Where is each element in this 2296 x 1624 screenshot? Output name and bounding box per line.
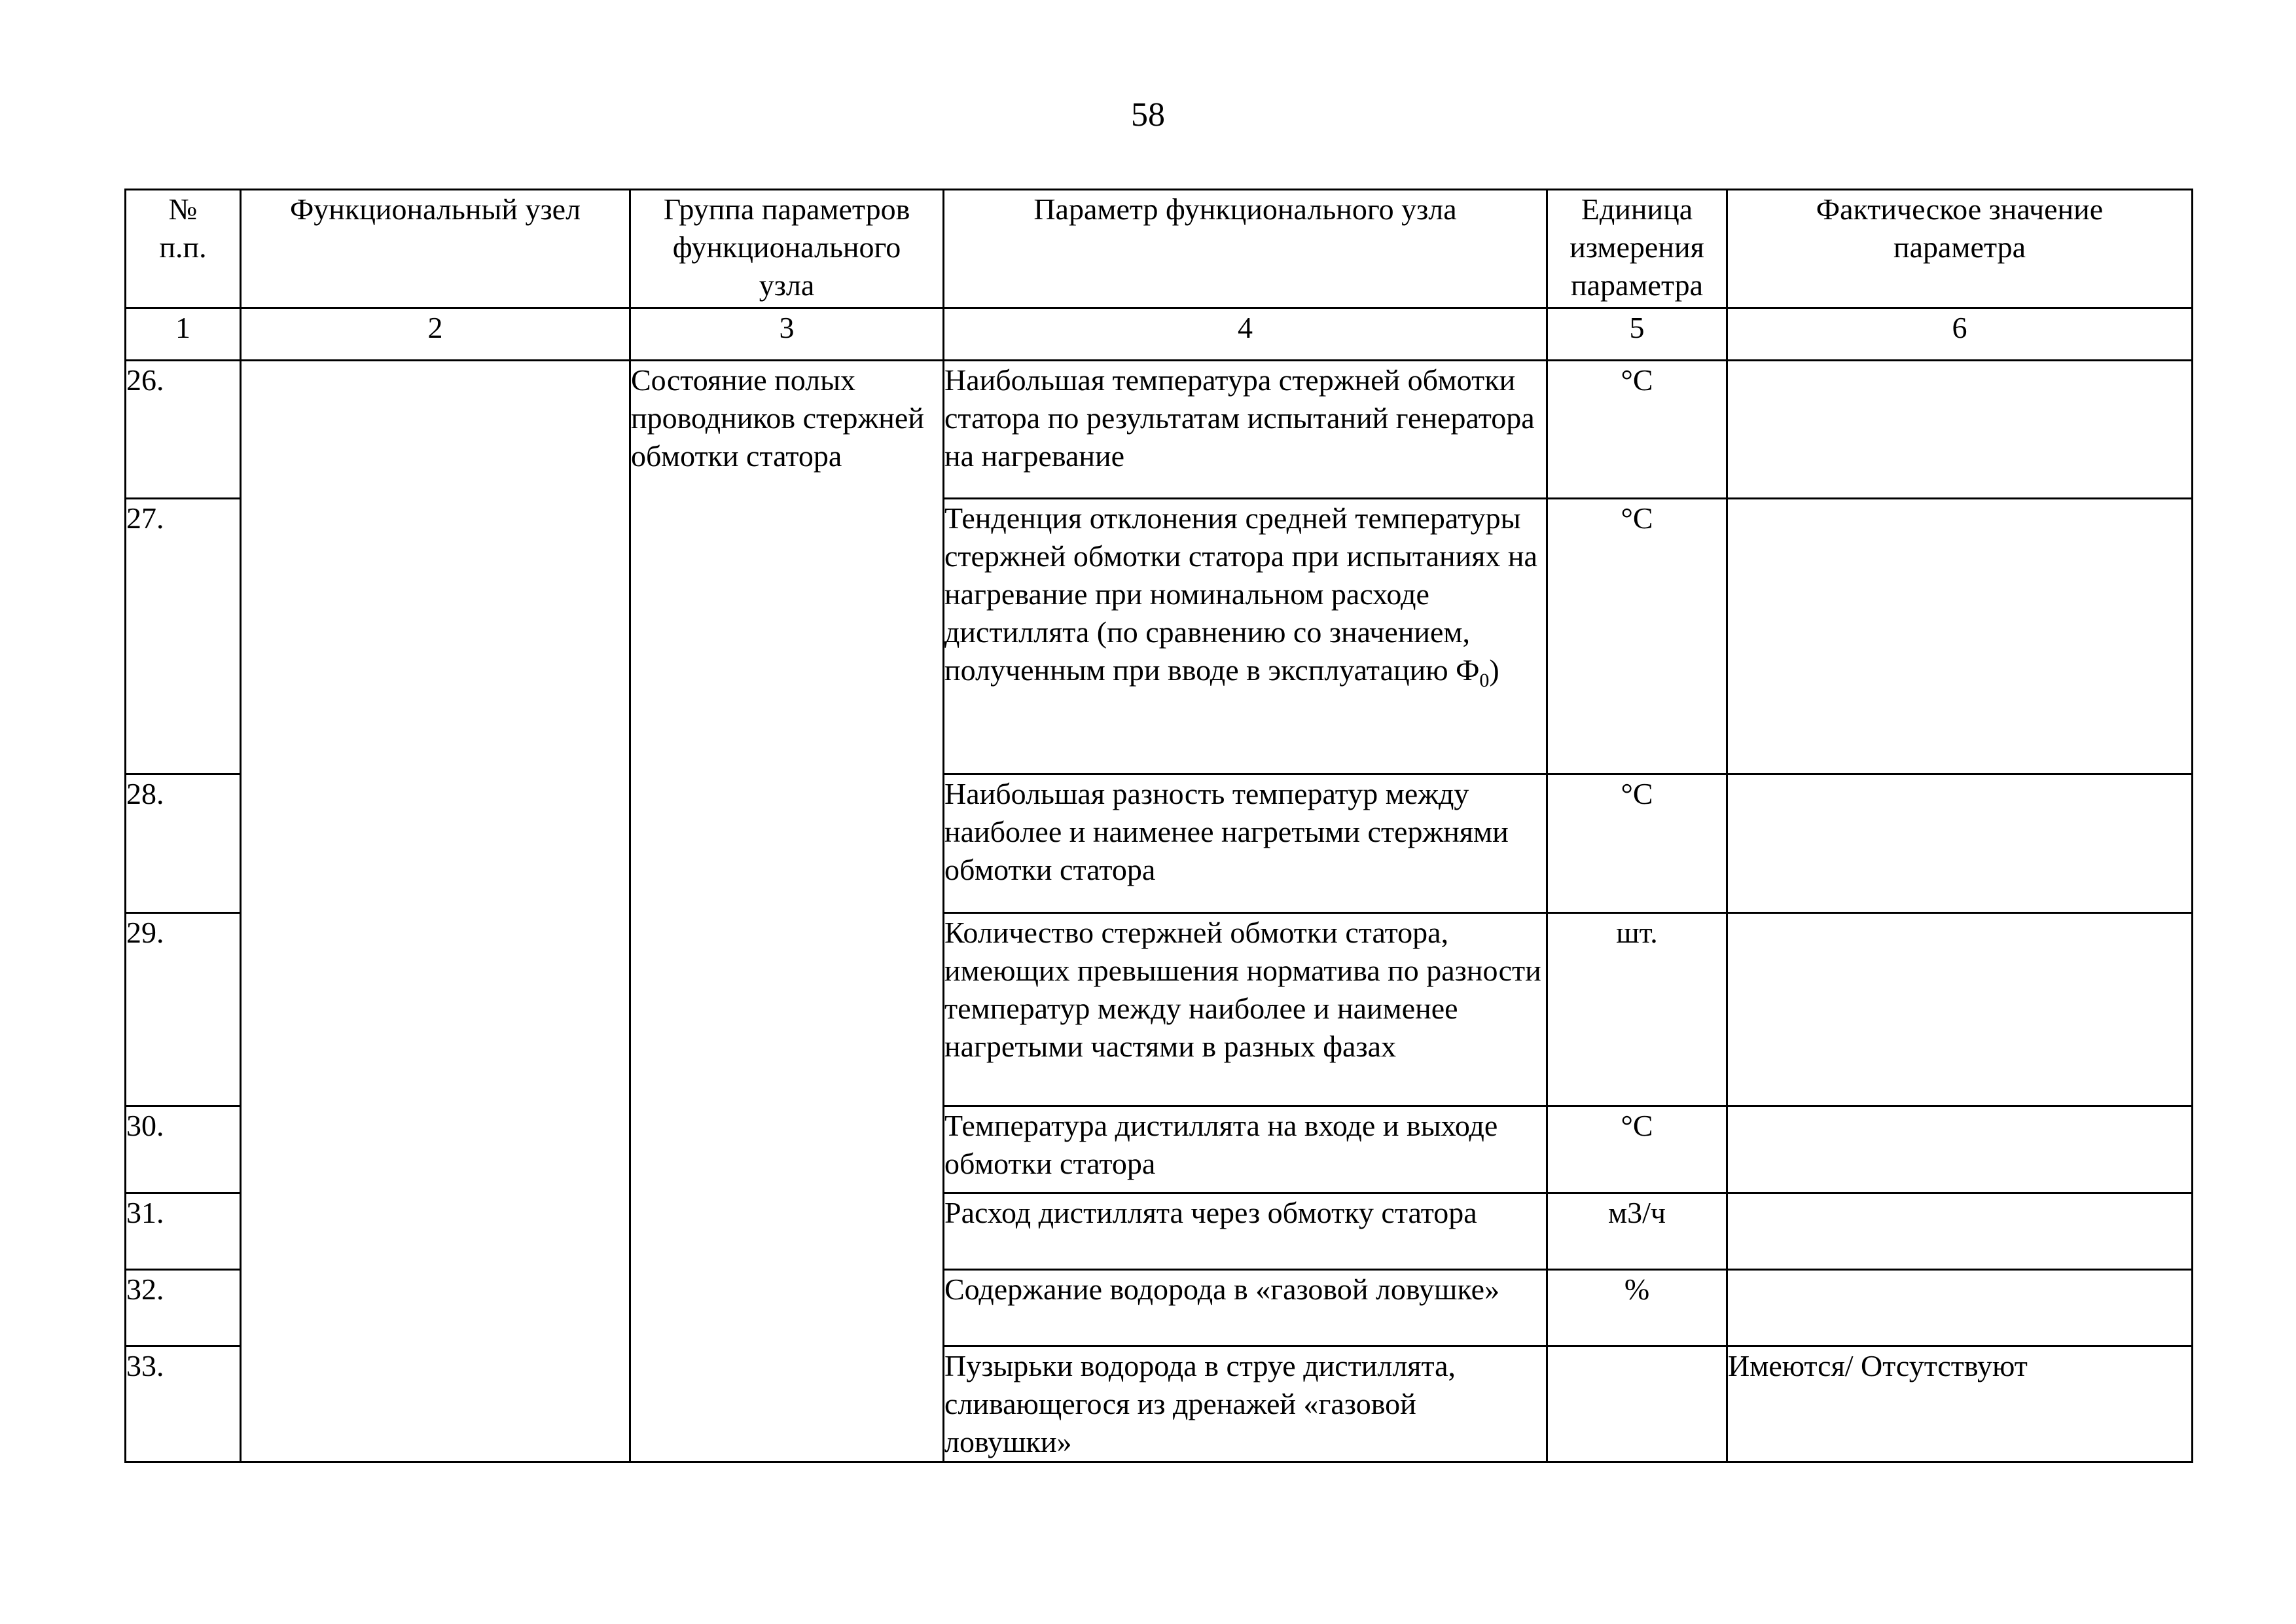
unit-cell (1547, 1346, 1727, 1462)
value-cell (1727, 913, 2193, 1106)
row-index: 26. (126, 361, 241, 499)
column-number: 3 (630, 308, 944, 361)
column-number-row (126, 308, 2193, 361)
header-parameter-group: Группа параметров функционального узла (630, 190, 944, 308)
value-cell (1727, 499, 2193, 774)
parameter-cell: Температура дистиллята на входе и выходе обмотки статора (944, 1106, 1547, 1193)
parameter-cell (944, 499, 1547, 774)
unit-cell: °С (1547, 499, 1727, 774)
row-index: 31. (126, 1193, 241, 1270)
row-index: 33. (126, 1346, 241, 1462)
parameter-cell: Пузырьки водорода в струе дистиллята, сливающегося из дренажей «газовой ловушки» (944, 1346, 1547, 1462)
parameter-cell: Наибольшая температура стержней обмотки статора по результатам испытаний генератора на нагревание (944, 361, 1547, 499)
row-index: 32. (126, 1270, 241, 1346)
functional-unit-cell (241, 361, 630, 1462)
parameter-cell: Наибольшая разность температур между наиболее и наименее нагретыми стержнями обмотки статора (944, 774, 1547, 913)
value-cell (1727, 1106, 2193, 1193)
unit-cell: °С (1547, 361, 1727, 499)
parameter-group-cell: Состояние полых проводников стержней обмотки статора (630, 361, 944, 1462)
header-unit: Единица измерения параметра (1547, 190, 1727, 308)
parameter-text: Тенденция отклонения средней температуры стержней обмотки статора при испытаниях на нагревание при номинальном расходе дистиллята (по сравнению со значением, полученным при вводе в эксплуатацию Ф (944, 501, 1537, 687)
parameters-table (124, 189, 2193, 1463)
table-row (126, 361, 2193, 499)
value-cell (1727, 1270, 2193, 1346)
header-index: № п.п. (126, 190, 241, 308)
parameter-cell: Количество стержней обмотки статора, имеющих превышения норматива по разности температур между наиболее и наименее нагретыми частями в разных фазах (944, 913, 1547, 1106)
header-parameter: Параметр функционального узла (944, 190, 1547, 308)
value-cell (1727, 361, 2193, 499)
parameter-subscript: 0 (1479, 670, 1490, 692)
unit-cell: % (1547, 1270, 1727, 1346)
unit-cell: °С (1547, 1106, 1727, 1193)
row-index: 30. (126, 1106, 241, 1193)
row-index: 29. (126, 913, 241, 1106)
parameter-cell: Содержание водорода в «газовой ловушке» (944, 1270, 1547, 1346)
value-cell (1727, 774, 2193, 913)
column-number: 4 (944, 308, 1547, 361)
parameter-text-tail: ) (1489, 653, 1499, 687)
unit-cell: м3/ч (1547, 1193, 1727, 1270)
unit-cell: °С (1547, 774, 1727, 913)
header-functional-unit: Функциональный узел (241, 190, 630, 308)
column-number: 2 (241, 308, 630, 361)
parameter-cell: Расход дистиллята через обмотку статора (944, 1193, 1547, 1270)
header-actual-value: Фактическое значение параметра (1727, 190, 2193, 308)
column-number: 6 (1727, 308, 2193, 361)
row-index: 27. (126, 499, 241, 774)
unit-cell: шт. (1547, 913, 1727, 1106)
column-number: 5 (1547, 308, 1727, 361)
header-row (126, 190, 2193, 308)
page-number: 58 (1131, 96, 1165, 134)
column-number: 1 (126, 308, 241, 361)
row-index: 28. (126, 774, 241, 913)
value-cell: Имеются/ Отсутствуют (1727, 1346, 2193, 1462)
value-cell (1727, 1193, 2193, 1270)
